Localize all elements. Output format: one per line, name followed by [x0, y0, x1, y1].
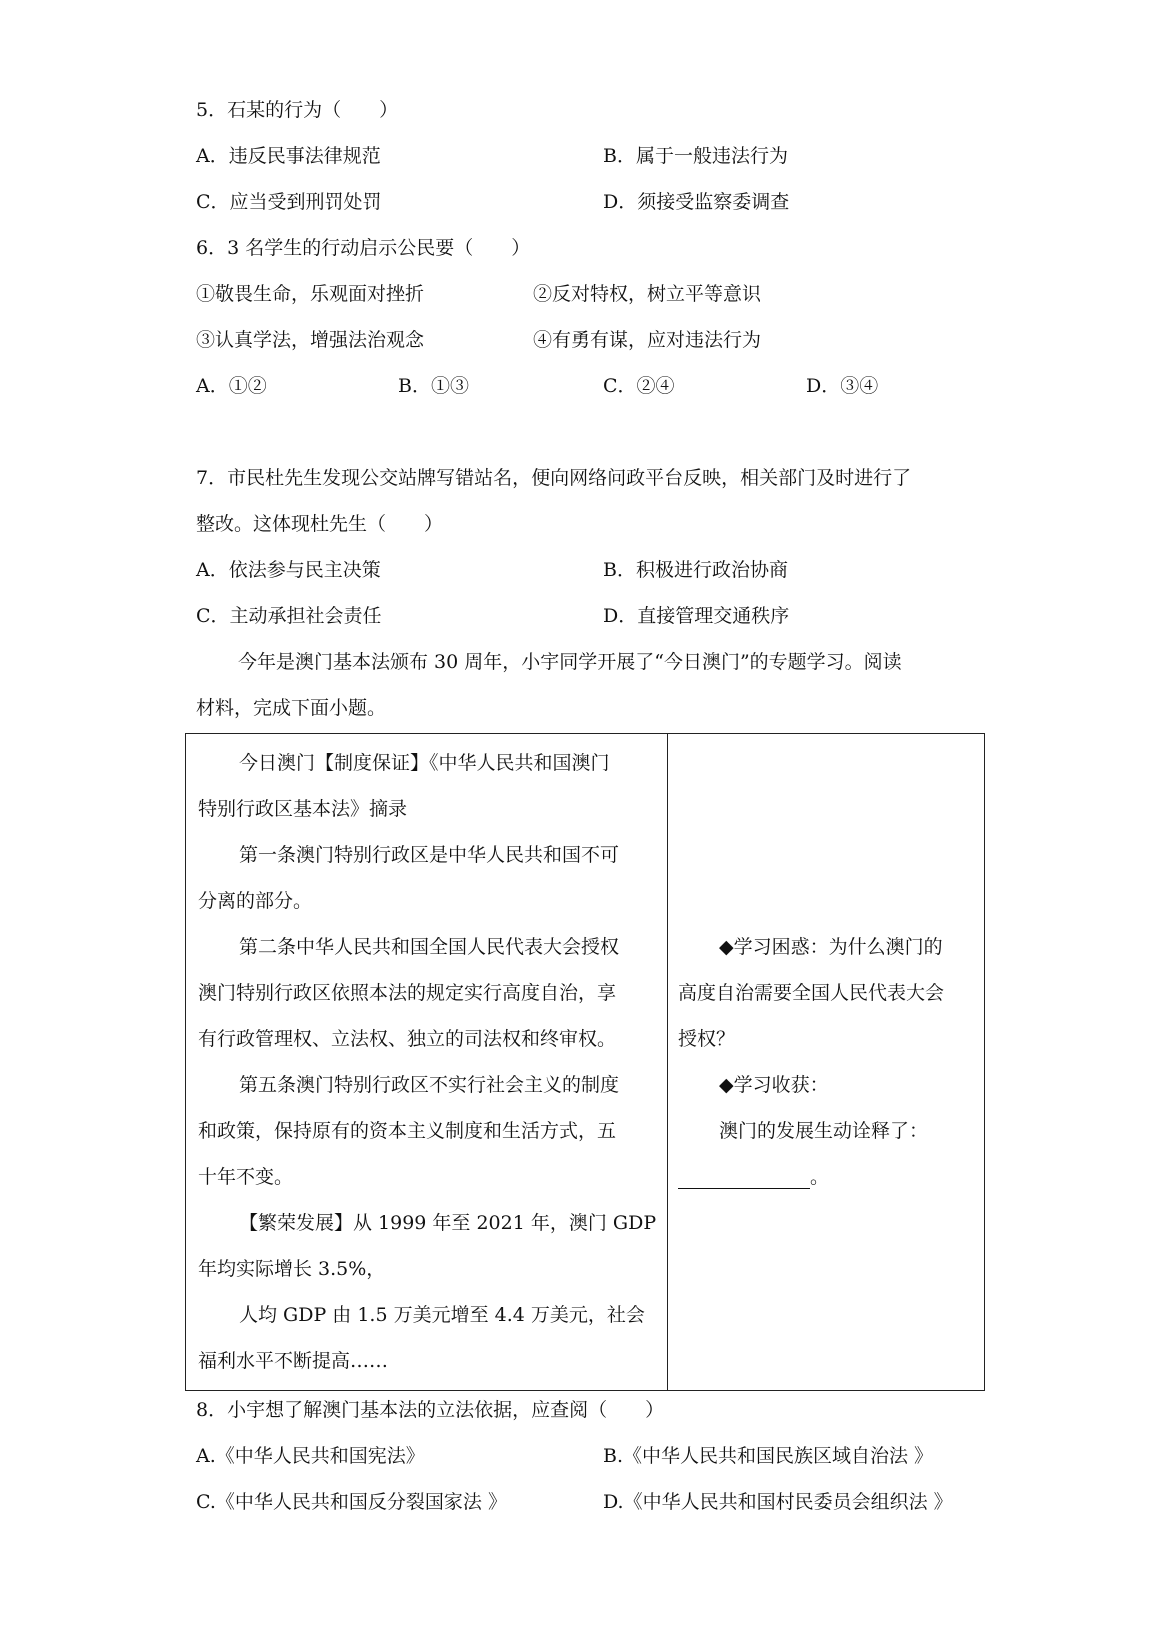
- material-left-line: 澳门特别行政区依照本法的规定实行高度自治，享: [198, 982, 617, 1004]
- q8-option-a: A.《中华人民共和国宪法》: [196, 1445, 425, 1467]
- q6-item-4: ④有勇有谋，应对违法行为: [533, 329, 762, 351]
- q8-option-c: C.《中华人民共和国反分裂国家法 》: [196, 1491, 507, 1513]
- material-left-line: 人均 GDP 由 1.5 万美元增至 4.4 万美元，社会: [239, 1304, 645, 1326]
- q7-option-b: B．积极进行政治协商: [603, 559, 788, 581]
- q7-option-d: D．直接管理交通秩序: [603, 605, 790, 627]
- material-left-line: 今日澳门【制度保证】《中华人民共和国澳门: [239, 752, 610, 774]
- q7-option-a: A．依法参与民主决策: [196, 559, 381, 581]
- q8-stem: 8．小宇想了解澳门基本法的立法依据，应查阅（ ）: [196, 1399, 665, 1421]
- intro-line1: 今年是澳门基本法颁布 30 周年，小宇同学开展了“今日澳门”的专题学习。阅读: [238, 651, 902, 673]
- q6-option-a: A．①②: [196, 375, 267, 397]
- material-left-line: 福利水平不断提高……: [198, 1350, 389, 1372]
- intro-line2: 材料，完成下面小题。: [196, 697, 387, 719]
- material-left-line: 【繁荣发展】从 1999 年至 2021 年，澳门 GDP: [239, 1212, 657, 1234]
- q5-option-d: D．须接受监察委调查: [603, 191, 790, 213]
- q6-option-d: D．③④: [806, 375, 879, 397]
- table-divider: [667, 734, 668, 1390]
- material-left-line: 年均实际增长 3.5%，: [198, 1258, 386, 1280]
- answer-blank: [678, 1168, 810, 1189]
- material-right-line: 澳门的发展生动诠释了：: [719, 1120, 929, 1142]
- q7-stem-line1: 7．市民杜先生发现公交站牌写错站名，便向网络问政平台反映，相关部门及时进行了: [196, 467, 912, 489]
- material-left-line: 有行政管理权、立法权、独立的司法权和终审权。: [198, 1028, 617, 1050]
- q5-option-c: C．应当受到刑罚处罚: [196, 191, 382, 213]
- q6-item-1: ①敬畏生命，乐观面对挫折: [196, 283, 425, 305]
- q7-option-c: C．主动承担社会责任: [196, 605, 382, 627]
- q5-stem: 5．石某的行为（ ）: [196, 99, 399, 121]
- q8-option-b: B.《中华人民共和国民族区域自治法 》: [603, 1445, 934, 1467]
- material-left-line: 第五条澳门特别行政区不实行社会主义的制度: [239, 1074, 620, 1096]
- q8-option-d: D.《中华人民共和国村民委员会组织法 》: [603, 1491, 953, 1513]
- material-left-line: 第一条澳门特别行政区是中华人民共和国不可: [239, 844, 620, 866]
- q6-item-2: ②反对特权，树立平等意识: [533, 283, 762, 305]
- material-right-line: ◆学习收获：: [719, 1074, 829, 1096]
- material-left-line: 和政策，保持原有的资本主义制度和生活方式，五: [198, 1120, 617, 1142]
- material-right-line: 高度自治需要全国人民代表大会: [678, 982, 945, 1004]
- q7-stem-line2: 整改。这体现杜先生（ ）: [196, 513, 444, 535]
- material-left-line: 分离的部分。: [198, 890, 313, 912]
- q6-stem: 6．3 名学生的行动启示公民要（ ）: [196, 237, 531, 259]
- material-left-line: 第二条中华人民共和国全国人民代表大会授权: [239, 936, 620, 958]
- material-left-line: 十年不变。: [198, 1166, 294, 1188]
- q5-option-b: B．属于一般违法行为: [603, 145, 788, 167]
- answer-blank-line: [678, 1165, 829, 1189]
- blank-period: 。: [810, 1166, 830, 1188]
- material-left-line: 特别行政区基本法》摘录: [198, 798, 408, 820]
- q6-option-c: C．②④: [603, 375, 675, 397]
- material-right-line: ◆学习困惑：为什么澳门的: [719, 936, 943, 958]
- material-table: [185, 733, 985, 1391]
- q5-option-a: A．违反民事法律规范: [196, 145, 381, 167]
- q6-option-b: B．①③: [398, 375, 469, 397]
- material-right-line: 授权？: [678, 1028, 736, 1050]
- q6-item-3: ③认真学法，增强法治观念: [196, 329, 425, 351]
